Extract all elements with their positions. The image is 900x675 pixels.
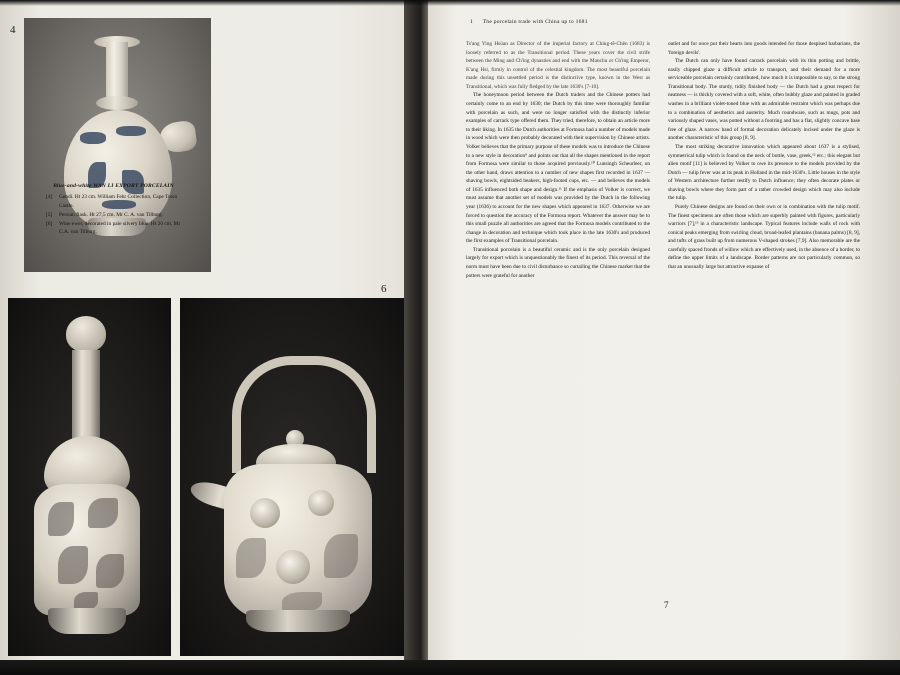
plate-6-wine-ewer <box>180 298 404 656</box>
paragraph: Transitional porcelain is a beautiful ceramic and is the only porcelain designed largely for export which is unquestionably the finest of its period. This reversal of the norm must have been due to civil disturbance so curtailing the Chinese market that the potters were grateful for another <box>466 246 650 279</box>
caption-entry <box>46 211 181 219</box>
paragraph: outlet and for once put their hearts into goods intended for those despised barbarians, the 'foreign devils'. <box>668 41 860 56</box>
caption-entry-text: Wine ewer, decorated in pale silvery blue. Ht 20 cm. Mr C.A. van Tilburg. <box>59 220 181 235</box>
running-head-title: The porcelain trade with China up to 1681 <box>482 19 588 25</box>
vessel-stopper <box>66 316 106 352</box>
plate-6-background <box>180 298 404 656</box>
caption-entry <box>46 193 181 209</box>
vessel-neck <box>106 42 128 102</box>
caption-entry-text: Gendi. Ht 23 cm. William Fehr Collection, Cape Town Castle. <box>59 194 178 209</box>
vessel-neck <box>72 350 100 442</box>
paragraph: Ts'ang Ying Hsüan as Director of the imperial factory at Ching-tê-Chên (1683) is loosely referred to as the Transitional period. These years cover the civil strife between the Ming and Ch'ing dynasties and end with the Manchu or Ch'ing Emperor, K'ang Hsi, firmly in control of the celestial kingdom. The most beautiful porcelain made during this unsettled period is the distinctive type, known in the West as Transitional, which was fully fledged by the late 1630's [7-10]. <box>466 41 650 90</box>
caption-title: Blue-and-white WAN LI EXPORT PORCELAIN <box>53 183 174 189</box>
left-page <box>0 0 417 675</box>
book-bottom-edge <box>0 660 900 675</box>
vessel-body <box>224 464 372 620</box>
book-top-shadow <box>0 0 900 6</box>
vessel-foot <box>246 610 350 632</box>
paragraph: Purely Chinese designs are found on their own or in combination with the tulip motif. The finest specimens are often those which are superbly painted with figures, particularly warriors [7],¹³ in a characteristic landscape. Typical features include walls of rock with conical peaks emerging from swirling cloud, broad-leafed plantains (banana palms) [8, 9], and tufts of grass built up from numerous V-shaped strokes [7,9]. Also memorable are the carefully spaced fronds of willow which are effectively used, in the absence of a border, to define the upper limits of a landscape. Border patterns are not particularly common, so that an unusually large but attractive expanse of <box>668 203 860 271</box>
body-column-right <box>668 40 860 272</box>
paragraph: The honeymoon period between the Dutch traders and the Chinese potters had certainly come to an end by 1630; the Dutch by this time were thoroughly familiar with porcelain as such, and were no longer satisfied with the distinctly inferior examples of carrack type offered them. They tried, therefore, to obtain an article more to their liking. In 1635 the Dutch authorities at Formosa had a number of models made in wood which were then probably decorated with their supervision by Chinese artists. Volker believes that the primary purpose of these models was to introduce the Chinese to a new style in decoration⁹ and points out that all the shapes mentioned in the report from Formosa were similar to those acquired previously.¹⁰ Lunsingh Scheurleer, on the other hand, draws attention to a number of new shapes first recorded in 1637 — shaving bowls, eightsided beakers, high-footed cups, etc. — and believes the models of 1635 influenced both shape and design.¹¹ If the emphasis of Volker is correct, we must assume that another set of models was provided by the Dutch in the following year (1636) to account for the new shapes which appeared in 1637. Otherwise we are forced to question the accuracy of the Formosa report. Whatever the answer may be to this small puzzle all authorities are agreed that the Formosa models contributed to the change in decoration and technique which took place in the late 1630's and produced the first examples of Transitional porcelain. <box>466 92 650 245</box>
caption-entry-text: Persian flask. Ht 27,5 cm. Mr C. A. van Tilburg. <box>59 211 163 218</box>
vessel-collar <box>96 96 138 110</box>
vessel-foot <box>48 608 126 634</box>
plate-number-4: 4 <box>10 24 16 36</box>
plate-5-persian-flask <box>8 298 171 656</box>
paragraph: The Dutch can only have found carrack porcelain with its thin potting and brittle, easily chipped glaze a difficult article to transport, and their demand for a more serviceable porcelain certainly contributed, how much it is impossible to say, to the strong Transitional body. The sturdy, tidily finished body — the Dutch had a great respect for neatness — is thickly covered with a soft, white, often bubbly glaze and painted in graded washes in a brilliant violet-toned blue with an admirable restraint which was perhaps due to a combination of aesthetics and austerity. Much roundware, such as mugs, pots and variously shaped vases, was potted without a footring and has a flat, slightly concave base free of glaze. A narrow band of formal decoration delicately incised under the glaze is another characteristic of this group [8, 9]. <box>668 58 860 142</box>
caption-entry-number: [4] <box>46 194 53 201</box>
caption-entry-number: [5] <box>46 211 53 218</box>
plate-caption-block <box>46 182 181 237</box>
vessel-body <box>34 484 140 616</box>
page-number: 7 <box>664 600 669 610</box>
body-column-left <box>466 40 650 280</box>
caption-entry-number: [6] <box>46 220 53 227</box>
paragraph: The most striking decorative innovation which appeared about 1637 is a stylised, symmetrical tulip which is found on the neck of bottle, vase, greek,¹² etc.; this elegant but alien motif [11] is believed by Volker to owe its presence to the models provided by the Dutch — tulip fever was at its peak in Holland in the mid-1630's. Little houses in the style of Western architecture further testify to Dutch influence; they often decorate plates or shaving bowls where they form part of a rather crowded design which may also include the tulip. <box>668 143 860 202</box>
plate-number-6: 6 <box>381 283 387 295</box>
plate-5-background <box>8 298 171 656</box>
running-head <box>470 19 870 25</box>
caption-entry <box>46 220 181 236</box>
chapter-number: 1 <box>470 19 474 25</box>
